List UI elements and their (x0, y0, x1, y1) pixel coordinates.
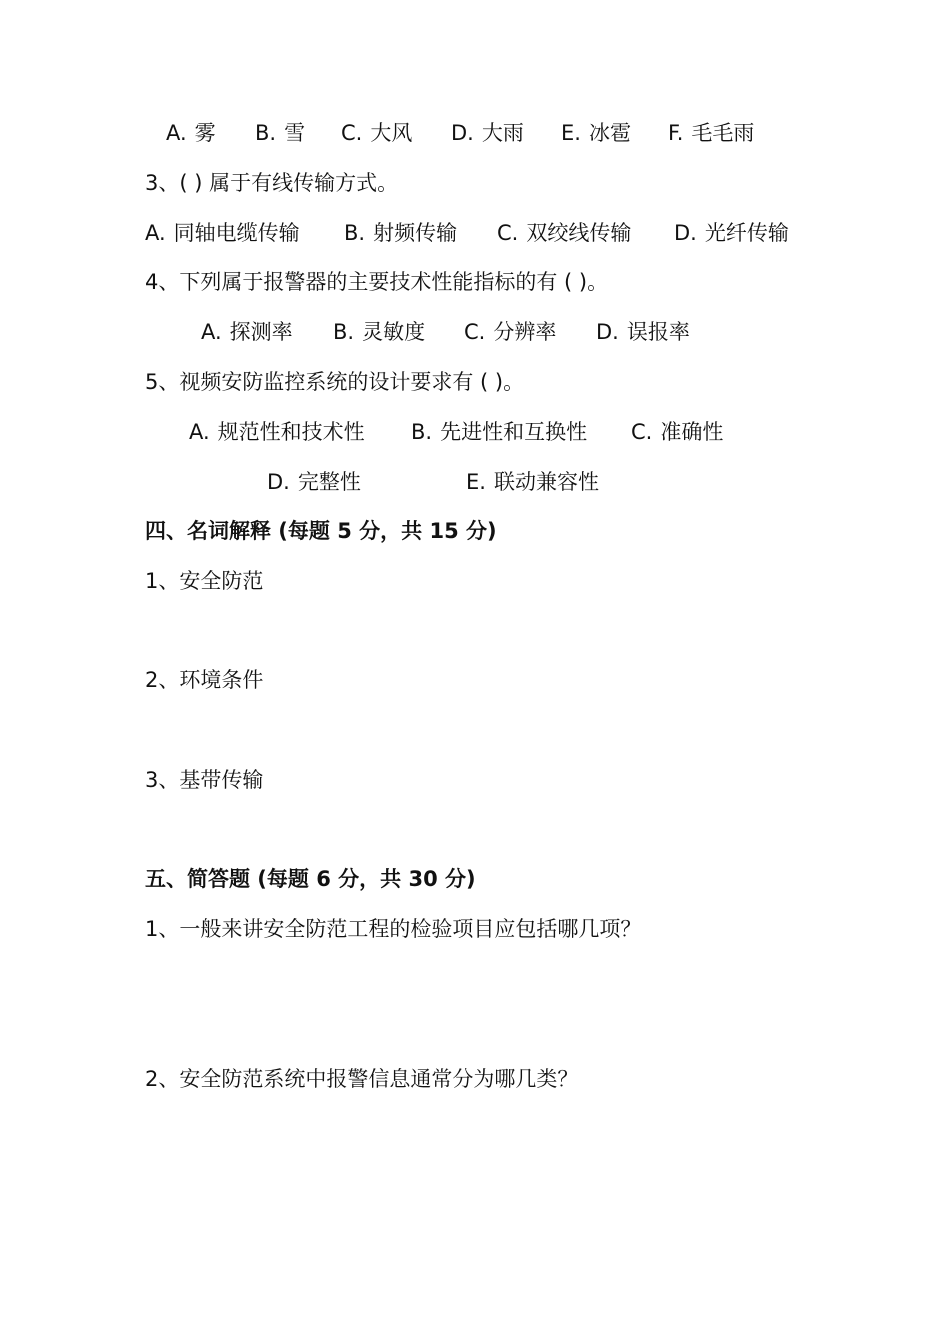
q3-option-d (674, 219, 789, 247)
option-letter: B. (411, 420, 433, 444)
q5-option-a (189, 418, 365, 446)
option-letter: C. (341, 121, 363, 145)
q3-stem: 3、( ) 属于有线传输方式。 (145, 171, 399, 195)
section4-item-2: 2、环境条件 (145, 668, 264, 692)
option-text: 光纤传输 (704, 221, 789, 245)
section4-item-3: 3、基带传输 (145, 768, 264, 792)
q5-option-d (267, 468, 361, 496)
section5-item-1: 1、一般来讲安全防范工程的检验项目应包括哪几项？ (145, 917, 642, 941)
option-text: 双绞线传输 (526, 221, 632, 245)
q4-option-b (333, 318, 425, 346)
section4-heading: 四、名词解释 (每题 5 分，共 15 分) (145, 519, 497, 543)
option-text: 雪 (284, 121, 306, 145)
option-letter: D. (674, 221, 697, 245)
q3-option-a (145, 219, 300, 247)
option-letter: C. (631, 420, 653, 444)
q2-option-c (341, 119, 412, 147)
option-letter: B. (344, 221, 366, 245)
option-text: 准确性 (660, 420, 724, 444)
option-letter: A. (166, 121, 187, 145)
option-text: 探测率 (229, 320, 293, 344)
option-text: 毛毛雨 (691, 121, 755, 145)
q2-option-e (561, 119, 631, 147)
q4-stem: 4、下列属于报警器的主要技术性能指标的有 ( )。 (145, 270, 609, 294)
option-letter: D. (451, 121, 474, 145)
option-letter: C. (464, 320, 486, 344)
q5-option-c (631, 418, 723, 446)
option-letter: A. (145, 221, 166, 245)
section5-heading: 五、简答题 (每题 6 分，共 30 分) (145, 867, 476, 891)
option-text: 联动兼容性 (493, 470, 599, 494)
q3-option-c (497, 219, 631, 247)
option-text: 灵敏度 (362, 320, 426, 344)
section5-item-2: 2、安全防范系统中报警信息通常分为哪几类？ (145, 1067, 579, 1091)
option-letter: A. (189, 420, 210, 444)
option-letter: E. (561, 121, 581, 145)
option-letter: B. (255, 121, 277, 145)
option-letter: B. (333, 320, 355, 344)
q4-option-d (596, 318, 690, 346)
option-text: 先进性和互换性 (440, 420, 588, 444)
q4-option-a (201, 318, 293, 346)
option-text: 雾 (194, 121, 216, 145)
option-text: 冰雹 (588, 121, 631, 145)
option-letter: D. (596, 320, 619, 344)
section4-item-1: 1、安全防范 (145, 569, 264, 593)
q4-option-c (464, 318, 556, 346)
option-text: 大风 (370, 121, 413, 145)
q2-option-a (166, 119, 216, 147)
option-text: 同轴电缆传输 (173, 221, 300, 245)
option-text: 分辨率 (493, 320, 557, 344)
q3-option-b (344, 219, 457, 247)
q5-option-b (411, 418, 587, 446)
option-letter: F. (668, 121, 684, 145)
option-text: 规范性和技术性 (217, 420, 365, 444)
option-letter: A. (201, 320, 222, 344)
option-letter: C. (497, 221, 519, 245)
q2-option-f (668, 119, 754, 147)
q2-option-b (255, 119, 305, 147)
option-text: 误报率 (626, 320, 690, 344)
option-text: 完整性 (297, 470, 361, 494)
option-text: 大雨 (481, 121, 524, 145)
option-text: 射频传输 (373, 221, 458, 245)
q2-option-d (451, 119, 524, 147)
option-letter: E. (466, 470, 486, 494)
q5-stem: 5、视频安防监控系统的设计要求有 ( )。 (145, 370, 525, 394)
q5-option-e (466, 468, 599, 496)
option-letter: D. (267, 470, 290, 494)
